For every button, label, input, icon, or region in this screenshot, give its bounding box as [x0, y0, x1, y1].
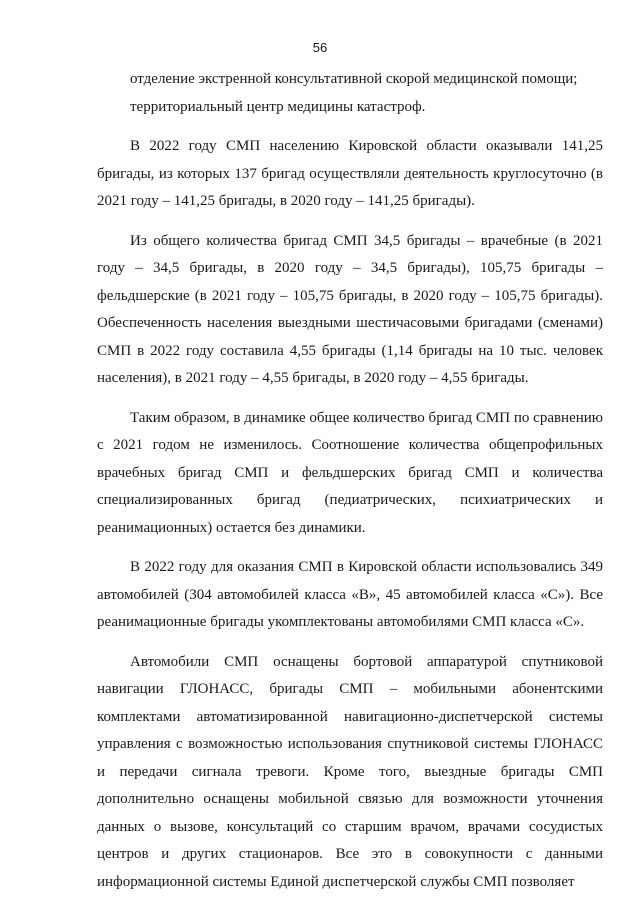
paragraph-navigation: Автомобили СМП оснащены бортовой аппаратурой спутниковой навигации ГЛОНАСС, бригады СМП – мобильными абонентскими комплектами автоматизированной навигационно-диспетчерской системы управления с возможностью использования спутниковой системы ГЛОНАСС и передачи сигнала тревоги. Кроме того, выездные бригады СМП дополнительно оснащены мобильной связью для возможности уточнения данных о вызове, консультаций со старшим врачом, врачами сосудистых центров и других стационаров. Все это в совокупности с данными информационной системы Единой диспетчерской службы СМП позволяет — [97, 653, 603, 890]
document-body — [97, 66, 603, 908]
list-item: отделение экстренной консультативной скорой медицинской помощи; — [130, 71, 578, 87]
paragraph-brigades-total: В 2022 году СМП населению Кировской области оказывали 141,25 бригады, из которых 137 бригад осуществляли деятельность круглосуточно (в 2021 году – 141,25 бригады, в 2020 году – 141,25 бригады). — [97, 138, 603, 209]
paragraph-brigades-breakdown: Из общего количества бригад СМП 34,5 бригады – врачебные (в 2021 году – 34,5 бригады, в 2020 году – 34,5 бригады), 105,75 бригады – фельдшерские (в 2021 году – 105,75 бригады, в 2020 году – 105,75 бригады). Обеспеченность населения выездными шестичасовыми бригадами (сменами) СМП в 2022 году составила 4,55 бригады (1,14 бригады на 10 тыс. человек населения), в 2021 году – 4,55 бригады, в 2020 году – 4,55 бригады. — [97, 232, 603, 386]
page-number: 56 — [312, 40, 328, 55]
list-item: территориальный центр медицины катастроф. — [130, 98, 426, 115]
paragraph-vehicles: В 2022 году для оказания СМП в Кировской области использовались 349 автомобилей (304 автомобилей класса «В», 45 автомобилей класса «С»). Все реанимационные бригады укомплектованы автомобилями СМП класса «С». — [97, 559, 603, 630]
paragraph-dynamics: Таким образом, в динамике общее количество бригад СМП по сравнению с 2021 годом не изменилось. Соотношение количества общепрофильных врачебных бригад СМП и фельдшерских бригад СМП и количества специализированных бригад (педиатрических, психиатрических и реанимационных) остается без динамики. — [97, 409, 603, 536]
